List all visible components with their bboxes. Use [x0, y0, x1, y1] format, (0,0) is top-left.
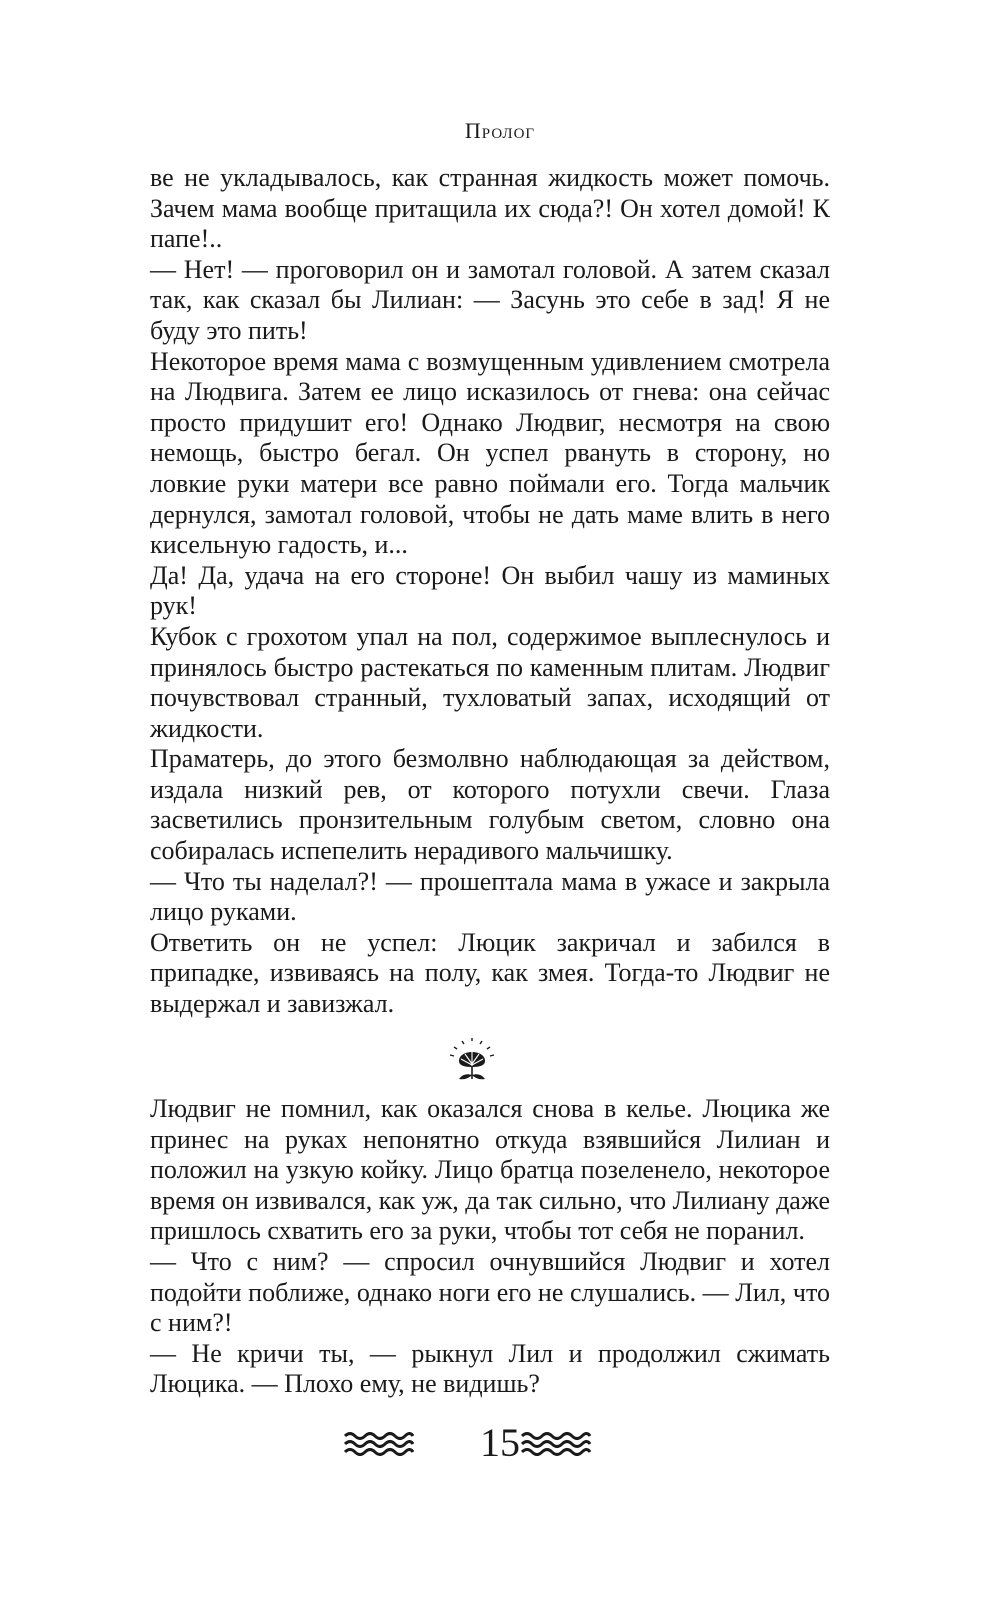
running-header: Пролог — [464, 118, 536, 143]
paragraph: Кубок с грохотом упал на пол, содержимое выплеснулось и принялось быстро растекаться по каменным плитам. Людвиг почувствовал странный, тухловатый запах, исходящий от жидкости. — [150, 621, 830, 743]
page-number: 15 — [480, 1420, 520, 1465]
flower-ornament-icon — [445, 1037, 499, 1083]
paragraph: Некоторое время мама с возмущенным удивлением смотрела на Людвига. Затем ее лицо исказилось от гнева: она сейчас просто придушит его! Однако Людвиг, несмотря на свою немощь, быстро бегал. Он успел рвануть в сторону, но ловкие руки матери все равно поймали его. Тогда мальчик дернулся, замотал головой, чтобы не дать маме влить в него кисельную гадость, и... — [150, 346, 830, 560]
paragraph: ве не укладывалось, как странная жидкость может помочь. Зачем мама вообще притащила их сюда?! Он хотел домой! К папе!.. — [150, 163, 830, 254]
text-section-2 — [150, 1094, 830, 1400]
paragraph: Ответить он не успел: Люцик закричал и забился в припадке, извиваясь на полу, как змея. Тогда-то Людвиг не выдержал и завизжал. — [150, 927, 830, 1019]
paragraph-text: — Нет! — проговорил он и замотал головой. А затем сказал так, как сказал бы Лилиан: — Засунь это себе в зад! Я не буду это пить! — [150, 254, 830, 345]
paragraph: — Что ты наделал?! — прошептала мама в ужасе и закрыла лицо руками. — [150, 866, 830, 927]
paragraph: — Что с ним? — спросил очнувшийся Людвиг и хотел подойти поближе, однако ноги его не слушались. — Лил, что с ним?! — [150, 1246, 830, 1338]
paragraph: Да! Да, удача на его стороне! Он выбил чашу из маминых рук! — [150, 560, 830, 621]
paragraph — [150, 255, 830, 347]
paragraph: Праматерь, до этого безмолвно наблюдающая за действом, издала низкий рев, от которого потухли свечи. Глаза засветились пронзительным голубым светом, словно она собиралась испепелить нерадивого мальчишку. — [150, 744, 830, 866]
paragraph: Людвиг не помнил, как оказался снова в келье. Люцика же принес на руках непонятно откуда взявшийся Лилиан и положил на узкую койку. Лицо братца позеленело, некоторое время он извивался, как уж, да так сильно, что Лилиану даже пришлось схватить его за руки, чтобы тот себя не поранил. — [150, 1094, 830, 1246]
text-section-1 — [150, 163, 830, 1020]
wave-ornament-icon — [520, 1430, 592, 1456]
page-footer — [0, 1418, 1000, 1468]
paragraph: — Не кричи ты, — рыкнул Лил и продолжил сжимать Люцика. — Плохо ему, не видишь? — [150, 1338, 830, 1399]
